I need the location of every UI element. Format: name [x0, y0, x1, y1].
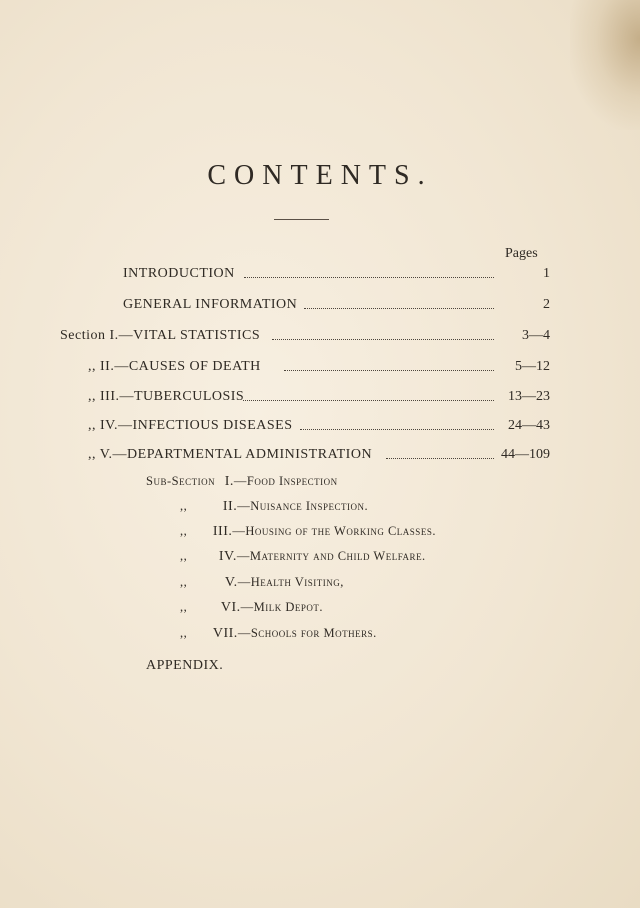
dot-leader	[304, 308, 494, 309]
dot-leader	[272, 339, 494, 340]
subsection-number: III.	[212, 524, 233, 539]
subsection-number: IV.	[218, 549, 237, 564]
subsection-prefix: ,,	[180, 499, 188, 513]
subsection-prefix: ,,	[180, 575, 188, 589]
pages-column-header: Pages	[505, 246, 538, 261]
dot-leader	[386, 458, 494, 459]
subsection-prefix: Sub-Section	[146, 474, 216, 488]
subsection-label: —Housing of the Working Classes.	[232, 524, 436, 538]
subsection-label: —Nuisance Inspection.	[237, 499, 369, 513]
toc-entry-label: ,, IV.—INFECTIOUS DISEASES	[88, 418, 293, 433]
toc-entry-section-4	[0, 418, 560, 436]
subsection-label: —Schools for Mothers.	[237, 626, 377, 640]
page-stain	[570, 0, 640, 130]
subsection-label: —Food Inspection	[233, 474, 338, 488]
subsection-label: —Health Visiting,	[237, 575, 344, 589]
dot-leader	[243, 400, 494, 401]
toc-entry-general-information	[0, 297, 560, 315]
toc-entry-pages: 5—12	[515, 359, 550, 374]
title-rule	[274, 219, 329, 220]
appendix-entry: APPENDIX.	[146, 658, 224, 673]
subsection-number: II.	[222, 499, 238, 514]
toc-entry-introduction	[0, 266, 560, 284]
toc-entry-pages: 13—23	[508, 389, 550, 404]
toc-entry-label: ,, V.—DEPARTMENTAL ADMINISTRATION	[88, 447, 373, 462]
dot-leader	[244, 277, 494, 278]
toc-entry-label: ,, III.—TUBERCULOSIS	[88, 389, 245, 404]
toc-entry-section-1	[0, 328, 560, 346]
subsection-entry	[180, 600, 323, 616]
subsection-prefix: ,,	[180, 549, 188, 563]
subsection-entry	[180, 549, 426, 565]
subsection-number: VI.	[220, 600, 241, 615]
subsection-label: —Maternity and Child Welfare.	[236, 549, 426, 563]
subsection-entry	[180, 575, 344, 591]
subsection-entry	[180, 626, 377, 642]
subsection-entry	[180, 499, 368, 515]
dot-leader	[284, 370, 494, 371]
toc-entry-label: GENERAL INFORMATION	[123, 297, 298, 312]
subsection-prefix: ,,	[180, 524, 188, 538]
toc-entry-label: INTRODUCTION	[123, 266, 235, 281]
subsection-number: VII.	[212, 626, 238, 641]
toc-entry-pages: 44—109	[501, 447, 550, 462]
subsection-label: —Milk Depot.	[240, 600, 324, 614]
subsection-prefix: ,,	[180, 626, 188, 640]
toc-entry-section-2	[0, 359, 560, 377]
toc-entry-label: Section I.—VITAL STATISTICS	[60, 328, 261, 343]
subsection-entry	[146, 474, 338, 490]
dot-leader	[300, 429, 494, 430]
toc-entry-pages: 1	[543, 266, 550, 281]
toc-entry-pages: 3—4	[522, 328, 550, 343]
page-title: CONTENTS.	[207, 160, 433, 191]
subsection-entry	[180, 524, 436, 540]
toc-entry-pages: 2	[543, 297, 550, 312]
subsection-prefix: ,,	[180, 600, 188, 614]
toc-entry-label: ,, II.—CAUSES OF DEATH	[88, 359, 261, 374]
subsection-number: I.	[224, 474, 234, 489]
subsection-number: V.	[224, 575, 238, 590]
toc-entry-pages: 24—43	[508, 418, 550, 433]
toc-entry-section-3	[0, 389, 560, 407]
toc-entry-section-5	[0, 447, 560, 465]
